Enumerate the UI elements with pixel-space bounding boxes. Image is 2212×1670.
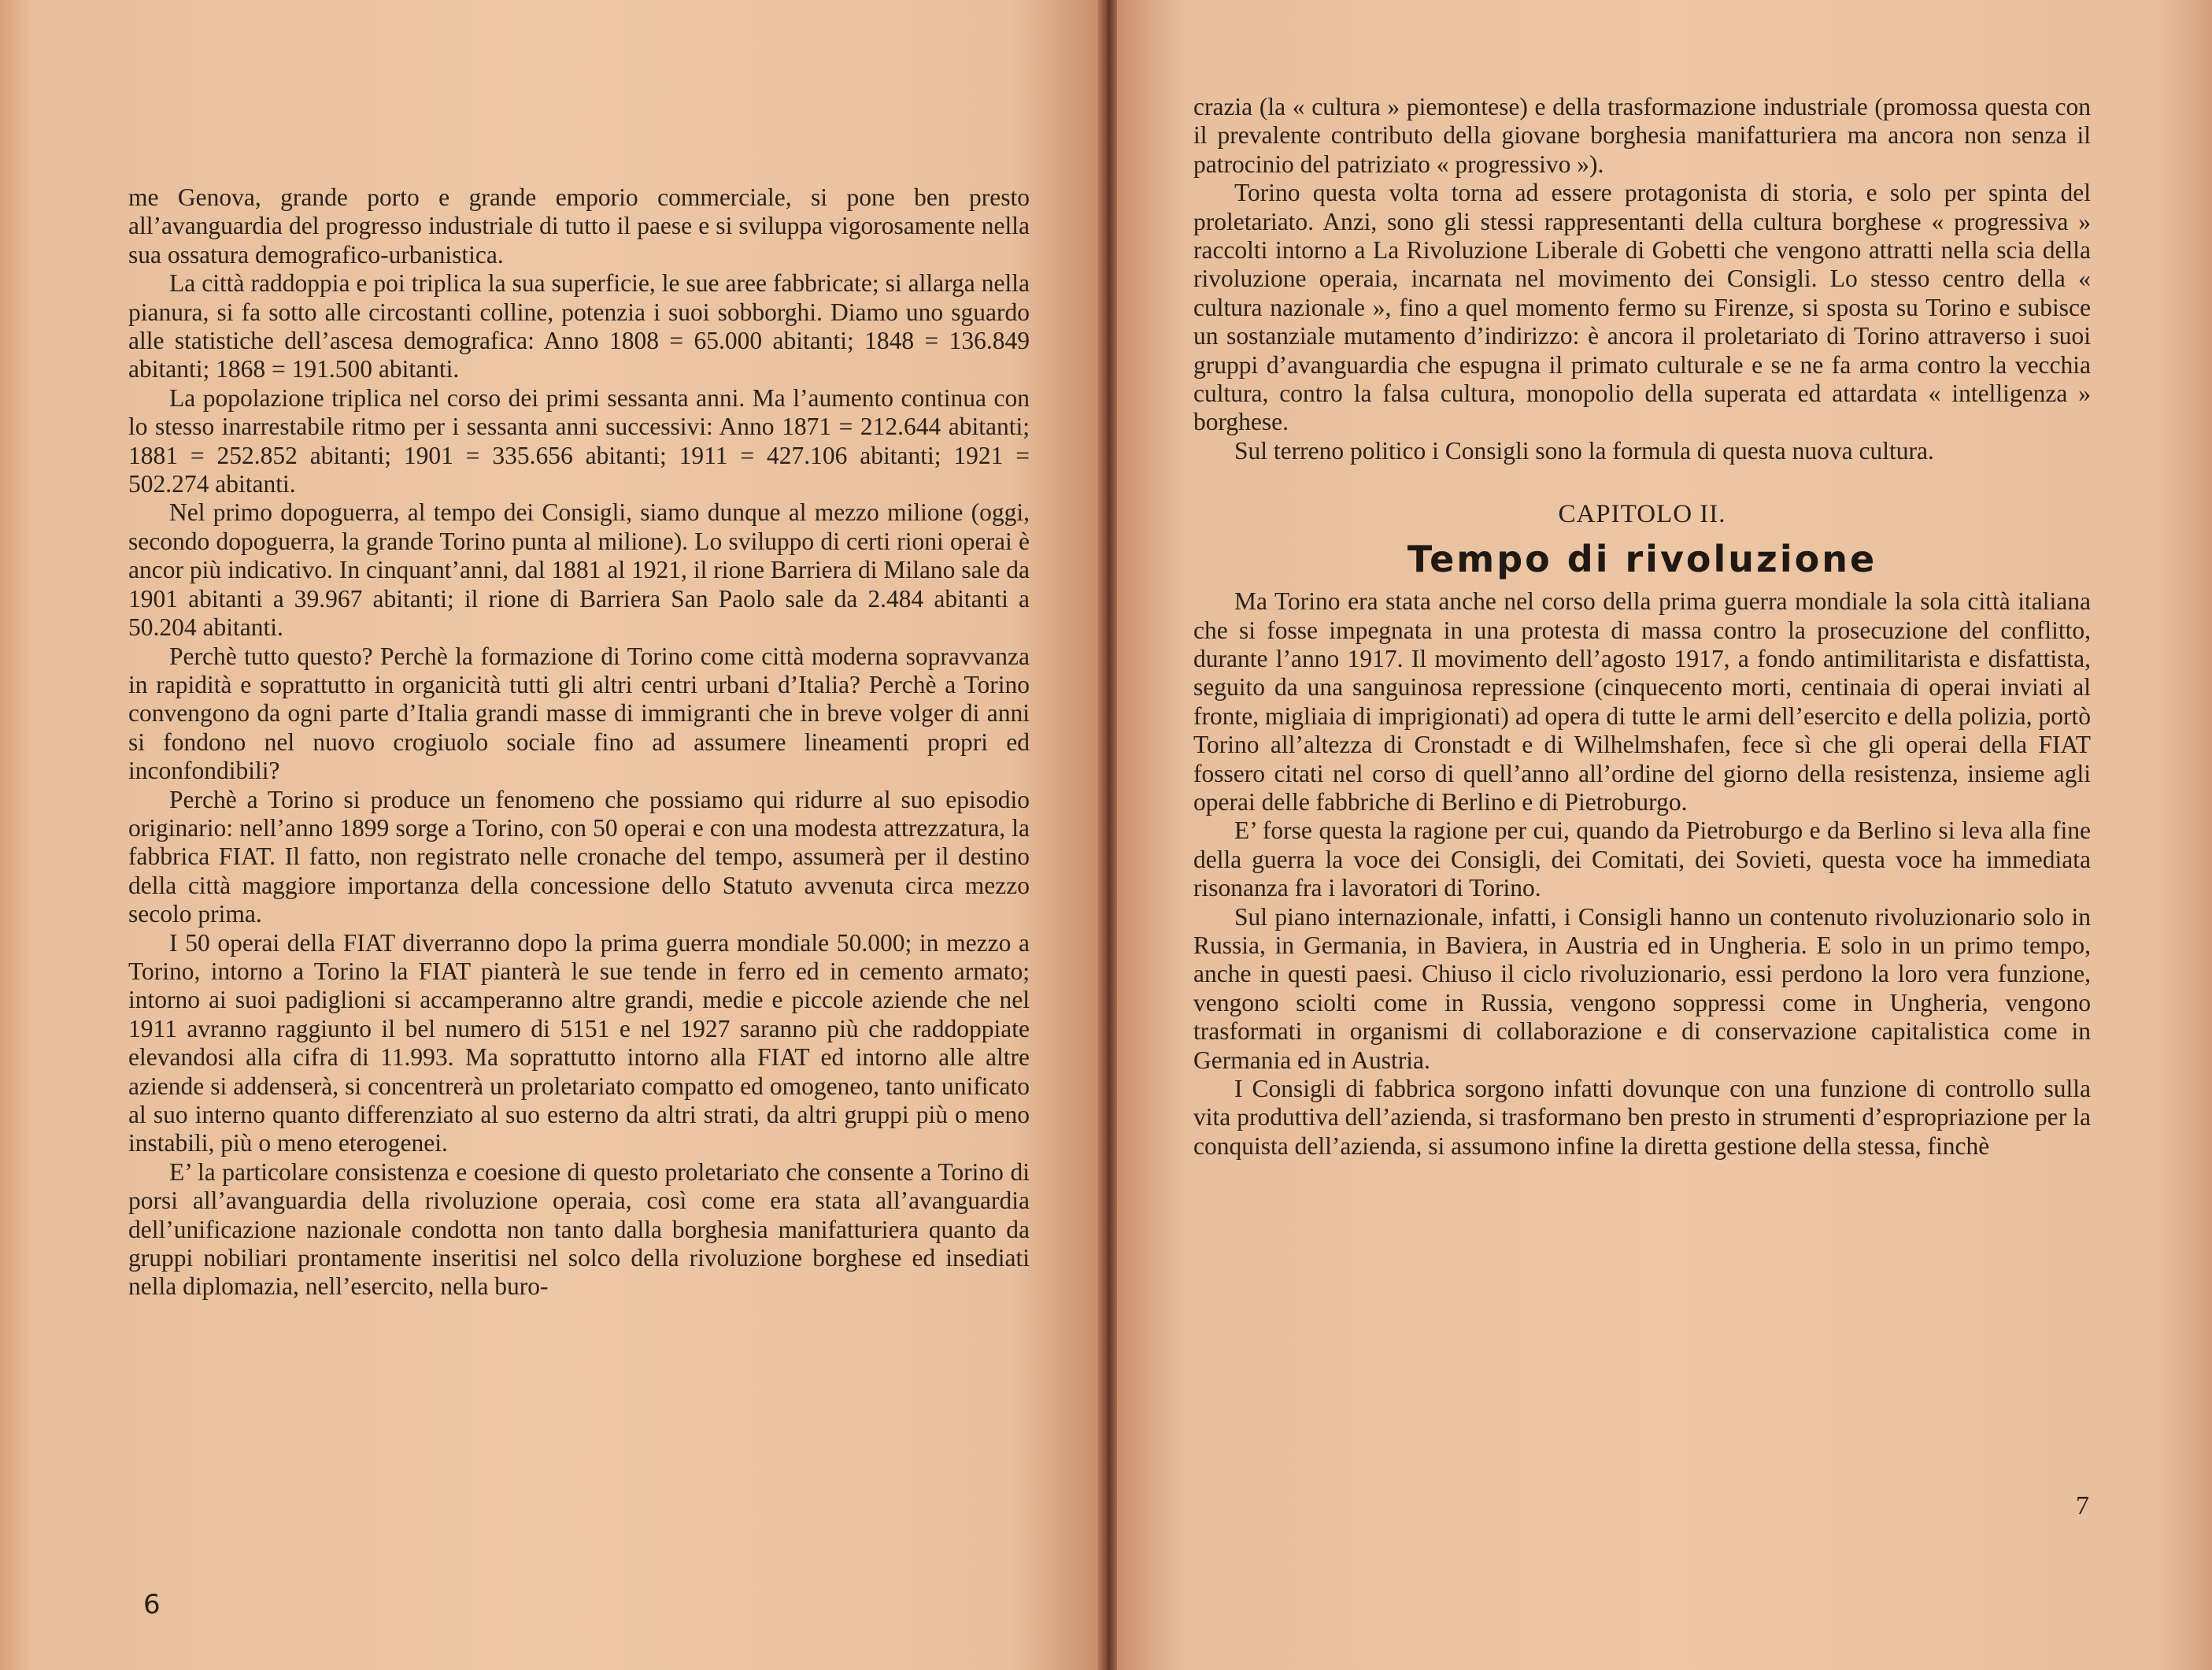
paragraph: me Genova, grande porto e grande emporio commerciale, si pone ben presto all’avanguardia del progresso industriale di tutto il paese e si sviluppa vigorosamente nella sua ossatura demografico-urbanistica. — [128, 183, 1030, 268]
paragraph: I Consigli di fabbrica sorgono infatti dovunque con una funzione di controllo sulla vita produttiva dell’azienda, si trasformano ben presto in strumenti d’espropriazione per la conquista dell’azienda, si assumono infine la diretta gestione della stessa, finchè — [1193, 1075, 2091, 1160]
left-page — [0, 0, 1098, 1670]
paragraph: Sul piano internazionale, infatti, i Consigli hanno un contenuto rivoluzionario solo in Russia, in Germania, in Baviera, in Austria ed in Ungheria. E solo in un primo tempo, anche in questi paesi. Chiuso il ciclo rivoluzionario, essi perdono la loro vera funzione, vengono sciolti come in Russia, vengono soppressi come in Ungheria, vengono trasformati in organismi di collaborazione e di conservazione capitalistica come in Germania ed in Austria. — [1193, 902, 2091, 1074]
paragraph: crazia (la « cultura » piemontese) e della trasformazione industriale (promossa questa con il prevalente contributo della giovane borghesia manifatturiera ma ancora non senza il patrocinio del patriziato « progressivo »). — [1193, 93, 2091, 178]
page-number: 6 — [143, 1589, 161, 1620]
page-number: 7 — [2076, 1491, 2089, 1520]
paragraph: I 50 operai della FIAT diverranno dopo la prima guerra mondiale 50.000; in mezzo a Torino, intorno a Torino la FIAT pianterà le sue tende in ferro ed in cemento armato; intorno ai suoi padiglioni si accamperanno altre grandi, medie e piccole aziende che nel 1911 avranno raggiunto il bel numero di 5151 e nel 1927 saranno più che raddoppiate elevandosi alla cifra di 11.993. Ma soprattutto intorno alla FIAT ed intorno alle altre aziende si addenserà, si concentrerà un proletariato compatto ed omogeneo, tanto unificato al suo interno quanto differenziato al suo esterno da altri strati, da altri gruppi più o meno instabili, più o meno eterogenei. — [128, 928, 1030, 1157]
paragraph: Perchè a Torino si produce un fenomeno che possiamo qui ridurre al suo episodio originario: nell’anno 1899 sorge a Torino, con 50 operai e con una modesta attrezzatura, la fabbrica FIAT. Il fatto, non registrato nelle cronache del tempo, assumerà per il destino della città maggiore importanza della concessione dello Statuto avvenuta circa mezzo secolo prima. — [128, 785, 1030, 928]
right-page — [1117, 0, 2212, 1670]
paragraph: La popolazione triplica nel corso dei primi sessanta anni. Ma l’aumento continua con lo stesso inarrestabile ritmo per i sessanta anni successivi: Anno 1871 = 212.644 abitanti; 1881 = 252.852 abitanti; 1901 = 335.656 abitanti; 1911 = 427.106 abitanti; 1921 = 502.274 abitanti. — [128, 383, 1030, 498]
paragraph: Nel primo dopoguerra, al tempo dei Consigli, siamo dunque al mezzo milione (oggi, secondo dopoguerra, la grande Torino punta al milione). Lo sviluppo di certi rioni operai è ancor più indicativo. In cinquant’anni, dal 1881 al 1921, il rione Barriera di Milano sale da 1901 abitanti a 39.967 abitanti; il rione di Barriera San Paolo sale da 2.484 abitanti a 50.204 abitanti. — [128, 498, 1030, 642]
chapter-label: CAPITOLO II. — [1558, 500, 1726, 529]
chapter-title: Tempo di rivoluzione — [1407, 537, 1877, 580]
paragraph: Perchè tutto questo? Perchè la formazione di Torino come città moderna sopravvanza in rapidità e soprattutto in organicità tutti gli altri centri urbani d’Italia? Perchè a Torino convengono da ogni parte d’Italia grandi masse di immigranti che in breve volger di anni si fondono nel nuovo crogiuolo sociale fino ad assumere lineamenti propri ed inconfondibili? — [128, 642, 1030, 785]
paragraph: E’ la particolare consistenza e coesione di questo proletariato che consente a Torino di porsi all’avanguardia della rivoluzione operaia, così come era stata all’avanguardia dell’unificazione nazionale condotta non tanto dalla borghesia manifatturiera quanto da gruppi nobiliari prontamente inseritisi nel solco della rivoluzione borghese ed insediati nella diplomazia, nell’esercito, nella buro- — [128, 1157, 1030, 1301]
paragraph: Torino questa volta torna ad essere protagonista di storia, e solo per spinta del proletariato. Anzi, sono gli stessi rappresentanti della cultura borghese « progressiva » raccolti intorno a La Rivoluzione Liberale di Gobetti che vengono attratti nella scia della rivoluzione operaia, incarnata nel movimento dei Consigli. Lo stesso centro della « cultura nazionale », fino a quel momento fermo su Firenze, si sposta su Torino e subisce un sostanziale mutamento d’indirizzo: è ancora il proletariato di Torino attraverso i suoi gruppi d’avanguardia che espugna il primato culturale e se ne fa arma contro la vecchia cultura, contro la falsa cultura, monopolio della superata ed attardata « intelligenza » borghese. — [1193, 179, 2091, 436]
left-page-text — [128, 183, 1030, 1302]
paragraph: Sul terreno politico i Consigli sono la formula di questa nuova cultura. — [1234, 436, 1934, 465]
book-gutter — [1098, 0, 1117, 1670]
paragraph: La città raddoppia e poi triplica la sua superficie, le sue aree fabbricate; si allarga nella pianura, si fa sotto alle circostanti colline, potenzia i suoi sobborghi. Diamo uno sguardo alle statistiche dell’ascesa demografica: Anno 1808 = 65.000 abitanti; 1848 = 136.849 abitanti; 1868 = 191.500 abitanti. — [128, 269, 1030, 383]
right-page-text — [1193, 93, 2091, 1161]
paragraph: Ma Torino era stata anche nel corso della prima guerra mondiale la sola città italiana che si fosse impegnata in una protesta di massa contro la prosecuzione del conflitto, durante l’anno 1917. Il movimento dell’agosto 1917, a fondo antimilitarista e disfattista, seguito da una sanguinosa repressione (cinquecento morti, centinaia di operai inviati al fronte, migliaia di imprigionati) ad opera di tutte le armi dell’esercito e della polizia, portò Torino all’altezza di Cronstadt e di Wilhelmshafen, fece sì che gli operai della FIAT fossero citati nel corso di quell’anno all’ordine del giorno della resistenza, insieme agli operai delle fabbriche di Berlino e di Pietroburgo. — [1193, 587, 2091, 816]
paragraph: E’ forse questa la ragione per cui, quando da Pietroburgo e da Berlino si leva alla fine della guerra la voce dei Consigli, dei Comitati, dei Sovieti, questa voce ha immediata risonanza fra i lavoratori di Torino. — [1193, 816, 2091, 902]
